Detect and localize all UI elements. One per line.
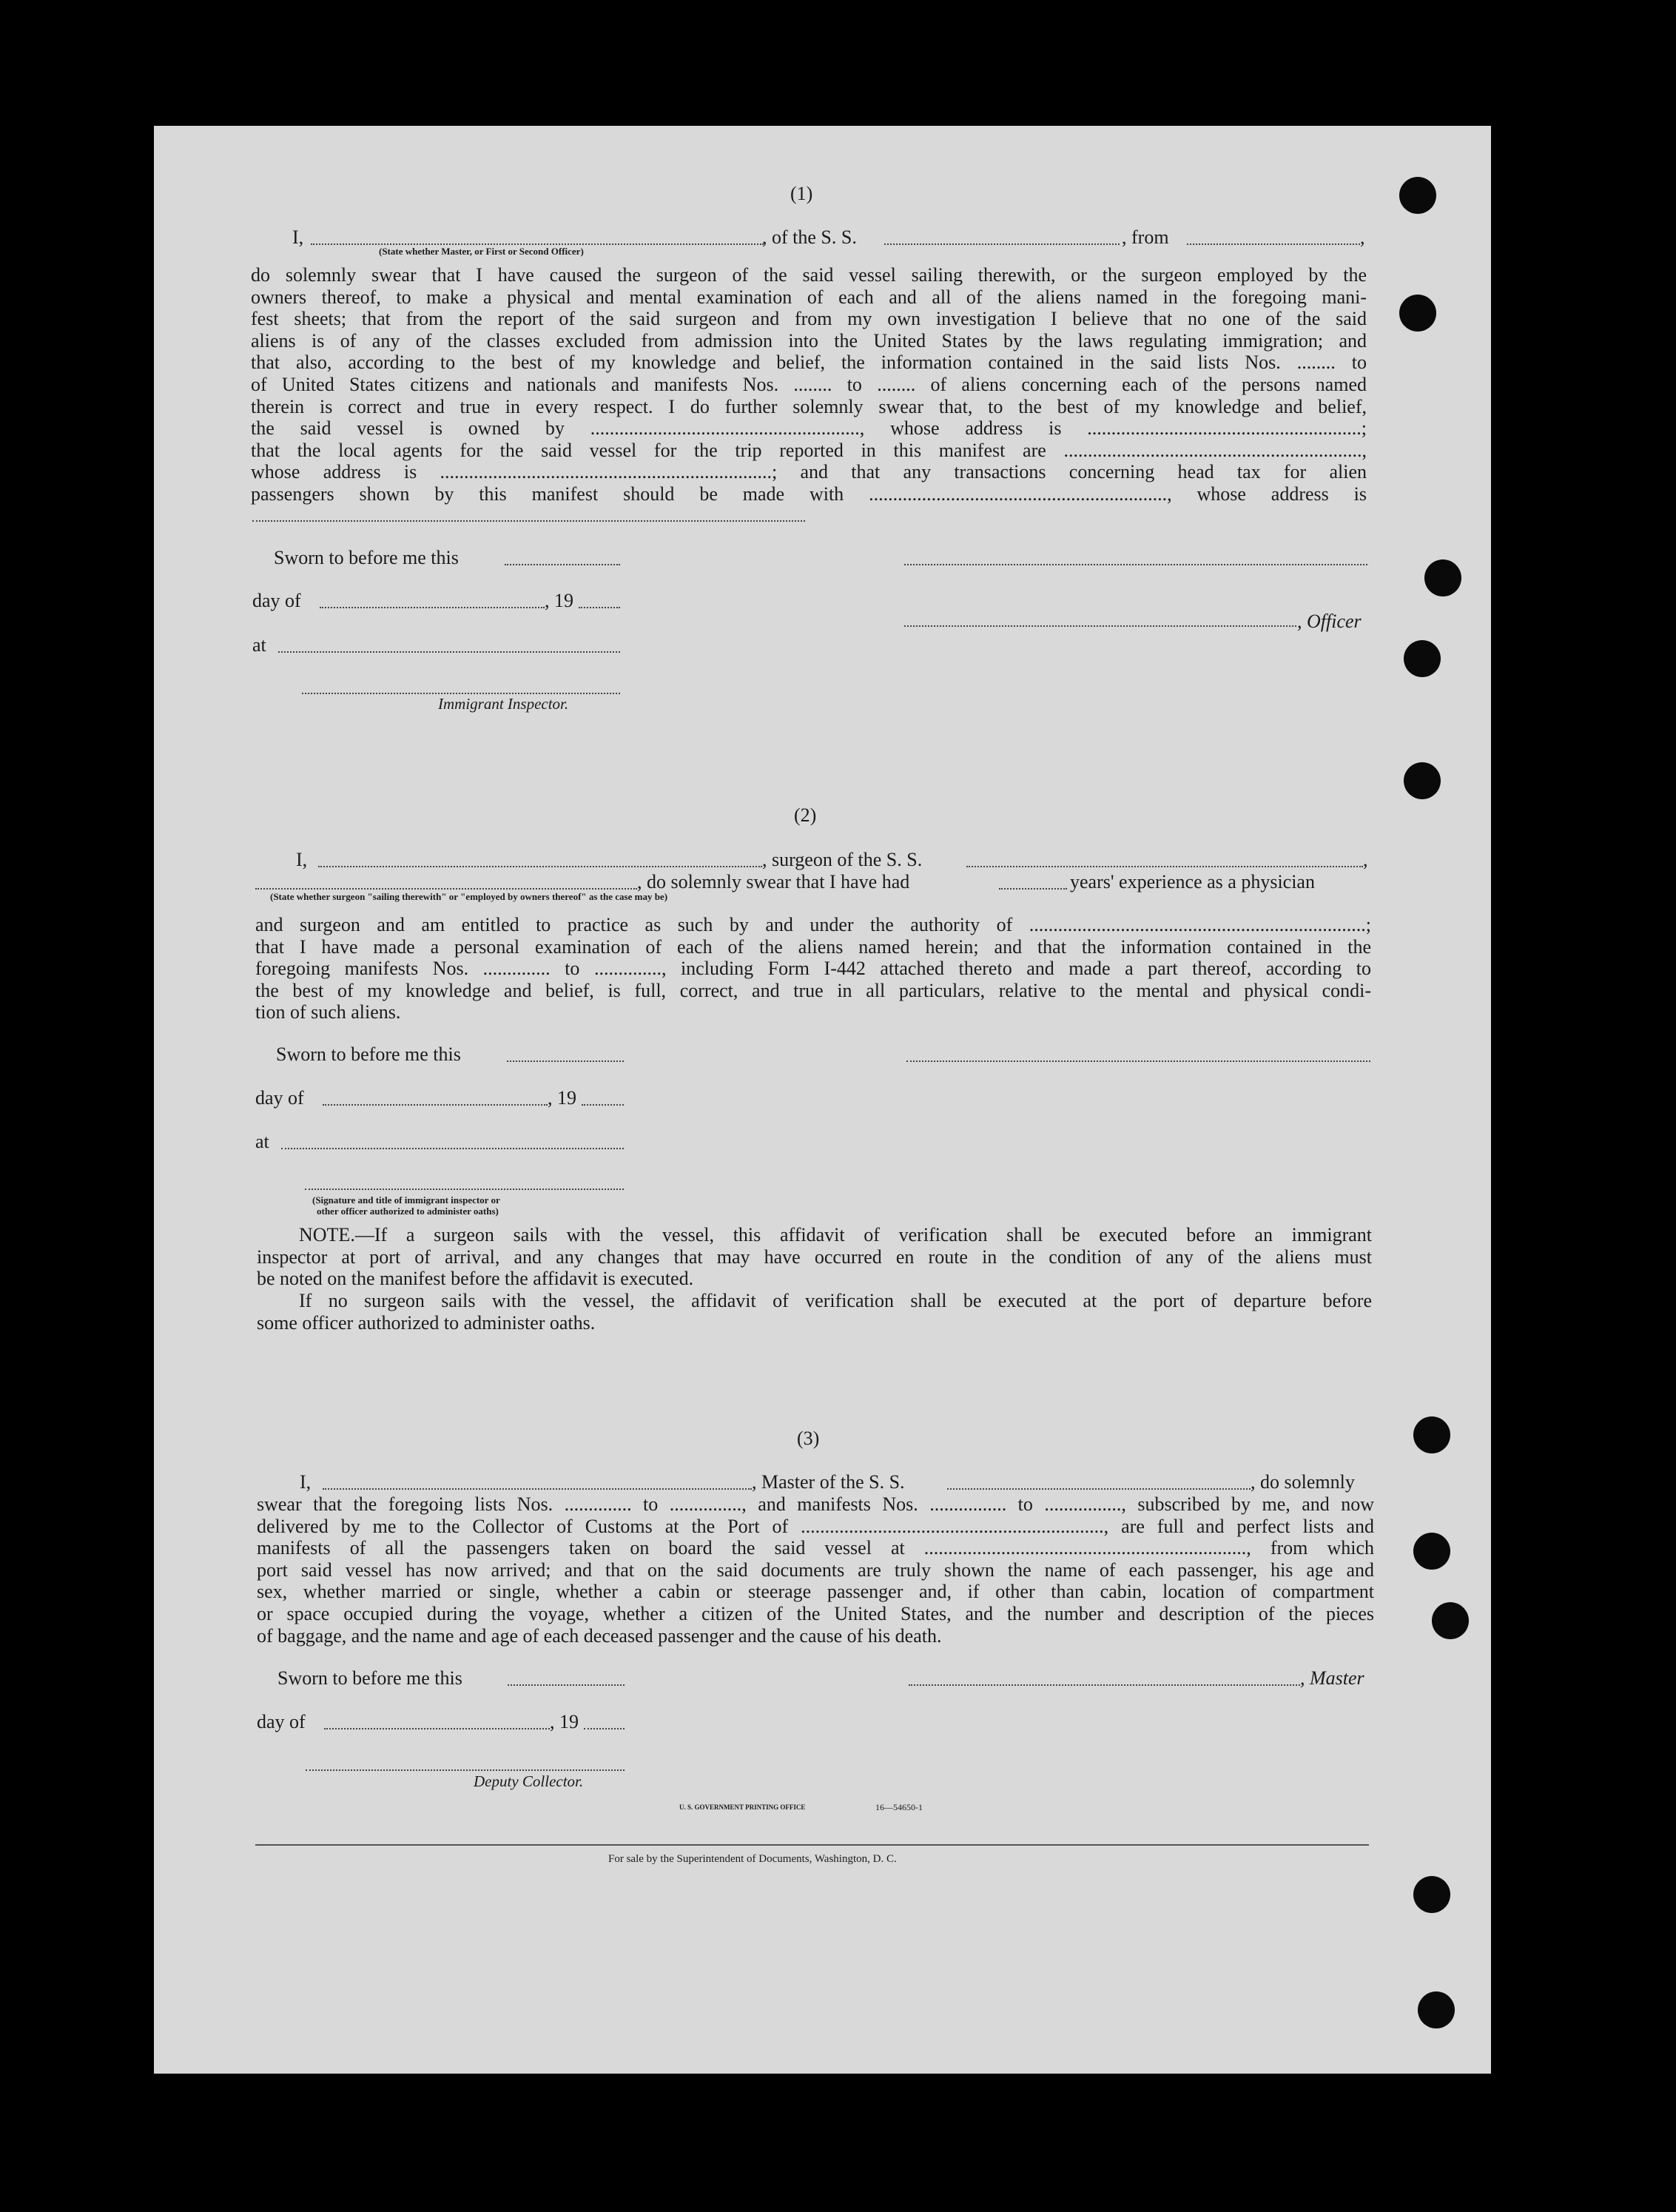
do-solemnly-label: , do solemnly swear that I have had [637,871,910,892]
master-paragraph [257,1493,1374,1647]
section-number: (3) [797,1428,820,1449]
punch-hole [1424,559,1461,596]
sworn-day-line [508,1684,625,1686]
at-label: at [252,634,266,656]
day-of-label: day of [257,1711,306,1732]
inspector-label: Immigrant Inspector. [438,695,569,713]
address-continuation-line [252,520,805,522]
gpo-imprint: U. S. GOVERNMENT PRINTING OFFICE [679,1803,806,1811]
note-line: inspector at port of arrival, and any changes that may have occurred en route in the condition of any of the aliens must [257,1245,1372,1268]
oath-line: tion of such aliens. [255,1001,401,1023]
note-line: NOTE.—If a surgeon sails with the vessel, this affidavit of verification shall be executed before an immigrant [299,1224,1372,1245]
deputy-collector-label: Deputy Collector. [474,1772,584,1790]
officer-rank-note: (State whether Master, or First or Second Officer) [379,246,584,257]
of-ss-label: , of the S. S. [762,226,857,248]
punch-hole [1413,1533,1450,1570]
oath-i-label: I, [300,1471,312,1493]
officer-label: , Officer [1297,611,1362,632]
oath-line: therein is correct and true in every respect. I do further solemnly swear that, to the best of my knowledge and belief, [251,395,1367,417]
year-prefix: , 19 [545,590,573,611]
note-paragraph [257,1290,1372,1334]
note-line: some officer authorized to administer oaths. [257,1311,596,1334]
year-prefix: , 19 [548,1087,576,1109]
signature-title-note: other officer authorized to administer oaths) [317,1206,499,1217]
from-port-line [1187,243,1360,245]
oath-line: whose address is .....................................................................; and that any transactions concerning head tax for alien [251,461,1367,483]
month-line [324,1728,550,1729]
officer-title-line [904,625,1296,627]
officer-signature-line [904,564,1367,565]
form-number: 16—54650-1 [875,1802,923,1812]
from-label: , from [1122,226,1169,248]
end-comma: , [1360,226,1365,248]
surgeon-of-ss-label: , surgeon of the S. S. [762,849,923,870]
oath-line: fest sheets; that from the report of the said surgeon and from my own investigation I believe that no one of the said [251,308,1367,330]
oath-line: the said vessel is owned by ........................................................, whose address is .........................................................; [251,417,1367,440]
surgeon-name-line [318,866,762,867]
oath-line: and surgeon and am entitled to practice as such by and under the authority of ......................................................................; [255,914,1371,935]
end-comma: , [1363,849,1368,870]
do-solemnly-label: , do solemnly [1251,1471,1355,1493]
punch-hole [1432,1602,1469,1639]
oath-line: owners thereof, to make a physical and mental examination of each and all of the aliens named in the foregoing mani- [251,286,1367,308]
at-label: at [255,1131,269,1152]
oath-line: port said vessel has now arrived; and that on the said documents are truly shown the name of each passenger, his age and [257,1559,1374,1581]
oath-line: do solemnly swear that I have caused the surgeon of the said vessel sailing therewith, or the surgeon employed by the [251,264,1367,286]
vessel-name-line [884,243,1120,245]
surgeon-type-note: (State whether surgeon "sailing therewith" or "employed by owners thereof" as the case may be) [270,891,668,902]
punch-hole [1399,295,1436,332]
month-line [320,607,545,608]
note-paragraph [257,1224,1372,1290]
oath-i-label: I, [296,849,308,870]
oath-line: sex, whether married or single, whether a cabin or steerage passenger and, if other than cabin, location of compartment [257,1581,1374,1603]
sworn-label: Sworn to before me this [274,547,459,568]
sworn-label: Sworn to before me this [276,1043,461,1065]
year-line [582,1104,624,1106]
sworn-day-line [507,1060,624,1062]
oath-line: passengers shown by this manifest should be made with .............................................................., whose address is [251,483,1367,505]
year-line [584,1728,625,1729]
punch-hole [1413,1416,1450,1453]
oath-line: of baggage, and the name and age of each deceased passenger and the cause of his death. [257,1624,942,1647]
footer-rule [255,1844,1369,1846]
oath-line: that the local agents for the said vessel for the trip reported in this manifest are .............................................................., [251,439,1367,461]
oath-line: or space occupied during the voyage, whether a citizen of the United States, and the number and description of the pieces [257,1602,1374,1624]
day-of-label: day of [255,1087,304,1109]
punch-hole [1399,177,1436,214]
vessel-name-line [947,1488,1251,1490]
oath-line: aliens is of any of the classes excluded from admission into the United States by the laws regulating immigration; and [251,329,1367,352]
punch-hole [1413,1876,1450,1913]
sworn-label: Sworn to before me this [277,1667,462,1689]
oath-line: foregoing manifests Nos. .............. to .............., including Form I-442 attached thereto and made a part thereof, according to [255,958,1371,980]
month-line [323,1104,548,1106]
punch-hole [1404,762,1441,799]
surgeon-signature-line [906,1060,1370,1062]
master-signature-line [909,1684,1300,1686]
oath-line: manifests of all the passengers taken on board the said vessel at ..................................................................., from which [257,1537,1374,1559]
year-prefix: , 19 [550,1711,579,1732]
surgeon-paragraph [255,914,1371,1023]
oath-line: that also, according to the best of my knowledge and belief, the information contained in the said lists Nos. ........ to [251,352,1367,374]
master-of-ss-label: , Master of the S. S. [752,1471,905,1493]
sworn-day-line [505,564,620,565]
oath-paragraph [251,264,1367,505]
at-place-line [278,651,620,653]
master-name-line [323,1488,752,1490]
oath-line: swear that the foregoing lists Nos. .............. to ..............., and manifests Nos. ................ to ................, subscribed by me, and now [257,1493,1374,1515]
oath-line: of United States citizens and nationals and manifests Nos. ........ to ........ of aliens concerning each of the persons named [251,373,1367,395]
oath-line: that I have made a personal examination of each of the aliens named herein; and that the information contained in the [255,935,1371,958]
vessel-name-line [966,866,1363,867]
year-line [579,607,620,608]
master-label: , Master [1300,1667,1364,1689]
officer-name-line [311,243,764,245]
note-line: If no surgeon sails with the vessel, the affidavit of verification shall be executed at the port of departure before [299,1290,1372,1311]
note-line: be noted on the manifest before the affidavit is executed. [257,1268,694,1290]
punch-hole [1418,1991,1455,2028]
oath-line: the best of my knowledge and belief, is full, correct, and true in all particulars, relative to the mental and physical condi- [255,979,1371,1001]
oath-line: delivered by me to the Collector of Customs at the Port of ..............................................................., are full and perfect lists and [257,1515,1374,1537]
at-place-line [281,1148,624,1149]
section-number: (2) [794,804,817,826]
sale-notice: For sale by the Superintendent of Documents, Washington, D. C. [608,1853,897,1865]
oath-i-label: I, [292,226,304,248]
administrator-signature-line [305,1189,624,1190]
signature-title-note: (Signature and title of immigrant inspector or [312,1194,500,1206]
section-number: (1) [790,183,813,204]
years-line [999,888,1067,890]
day-of-label: day of [252,590,301,611]
punch-hole [1404,640,1441,677]
years-experience-label: years' experience as a physician [1070,871,1315,892]
surgeon-type-line [255,888,637,890]
